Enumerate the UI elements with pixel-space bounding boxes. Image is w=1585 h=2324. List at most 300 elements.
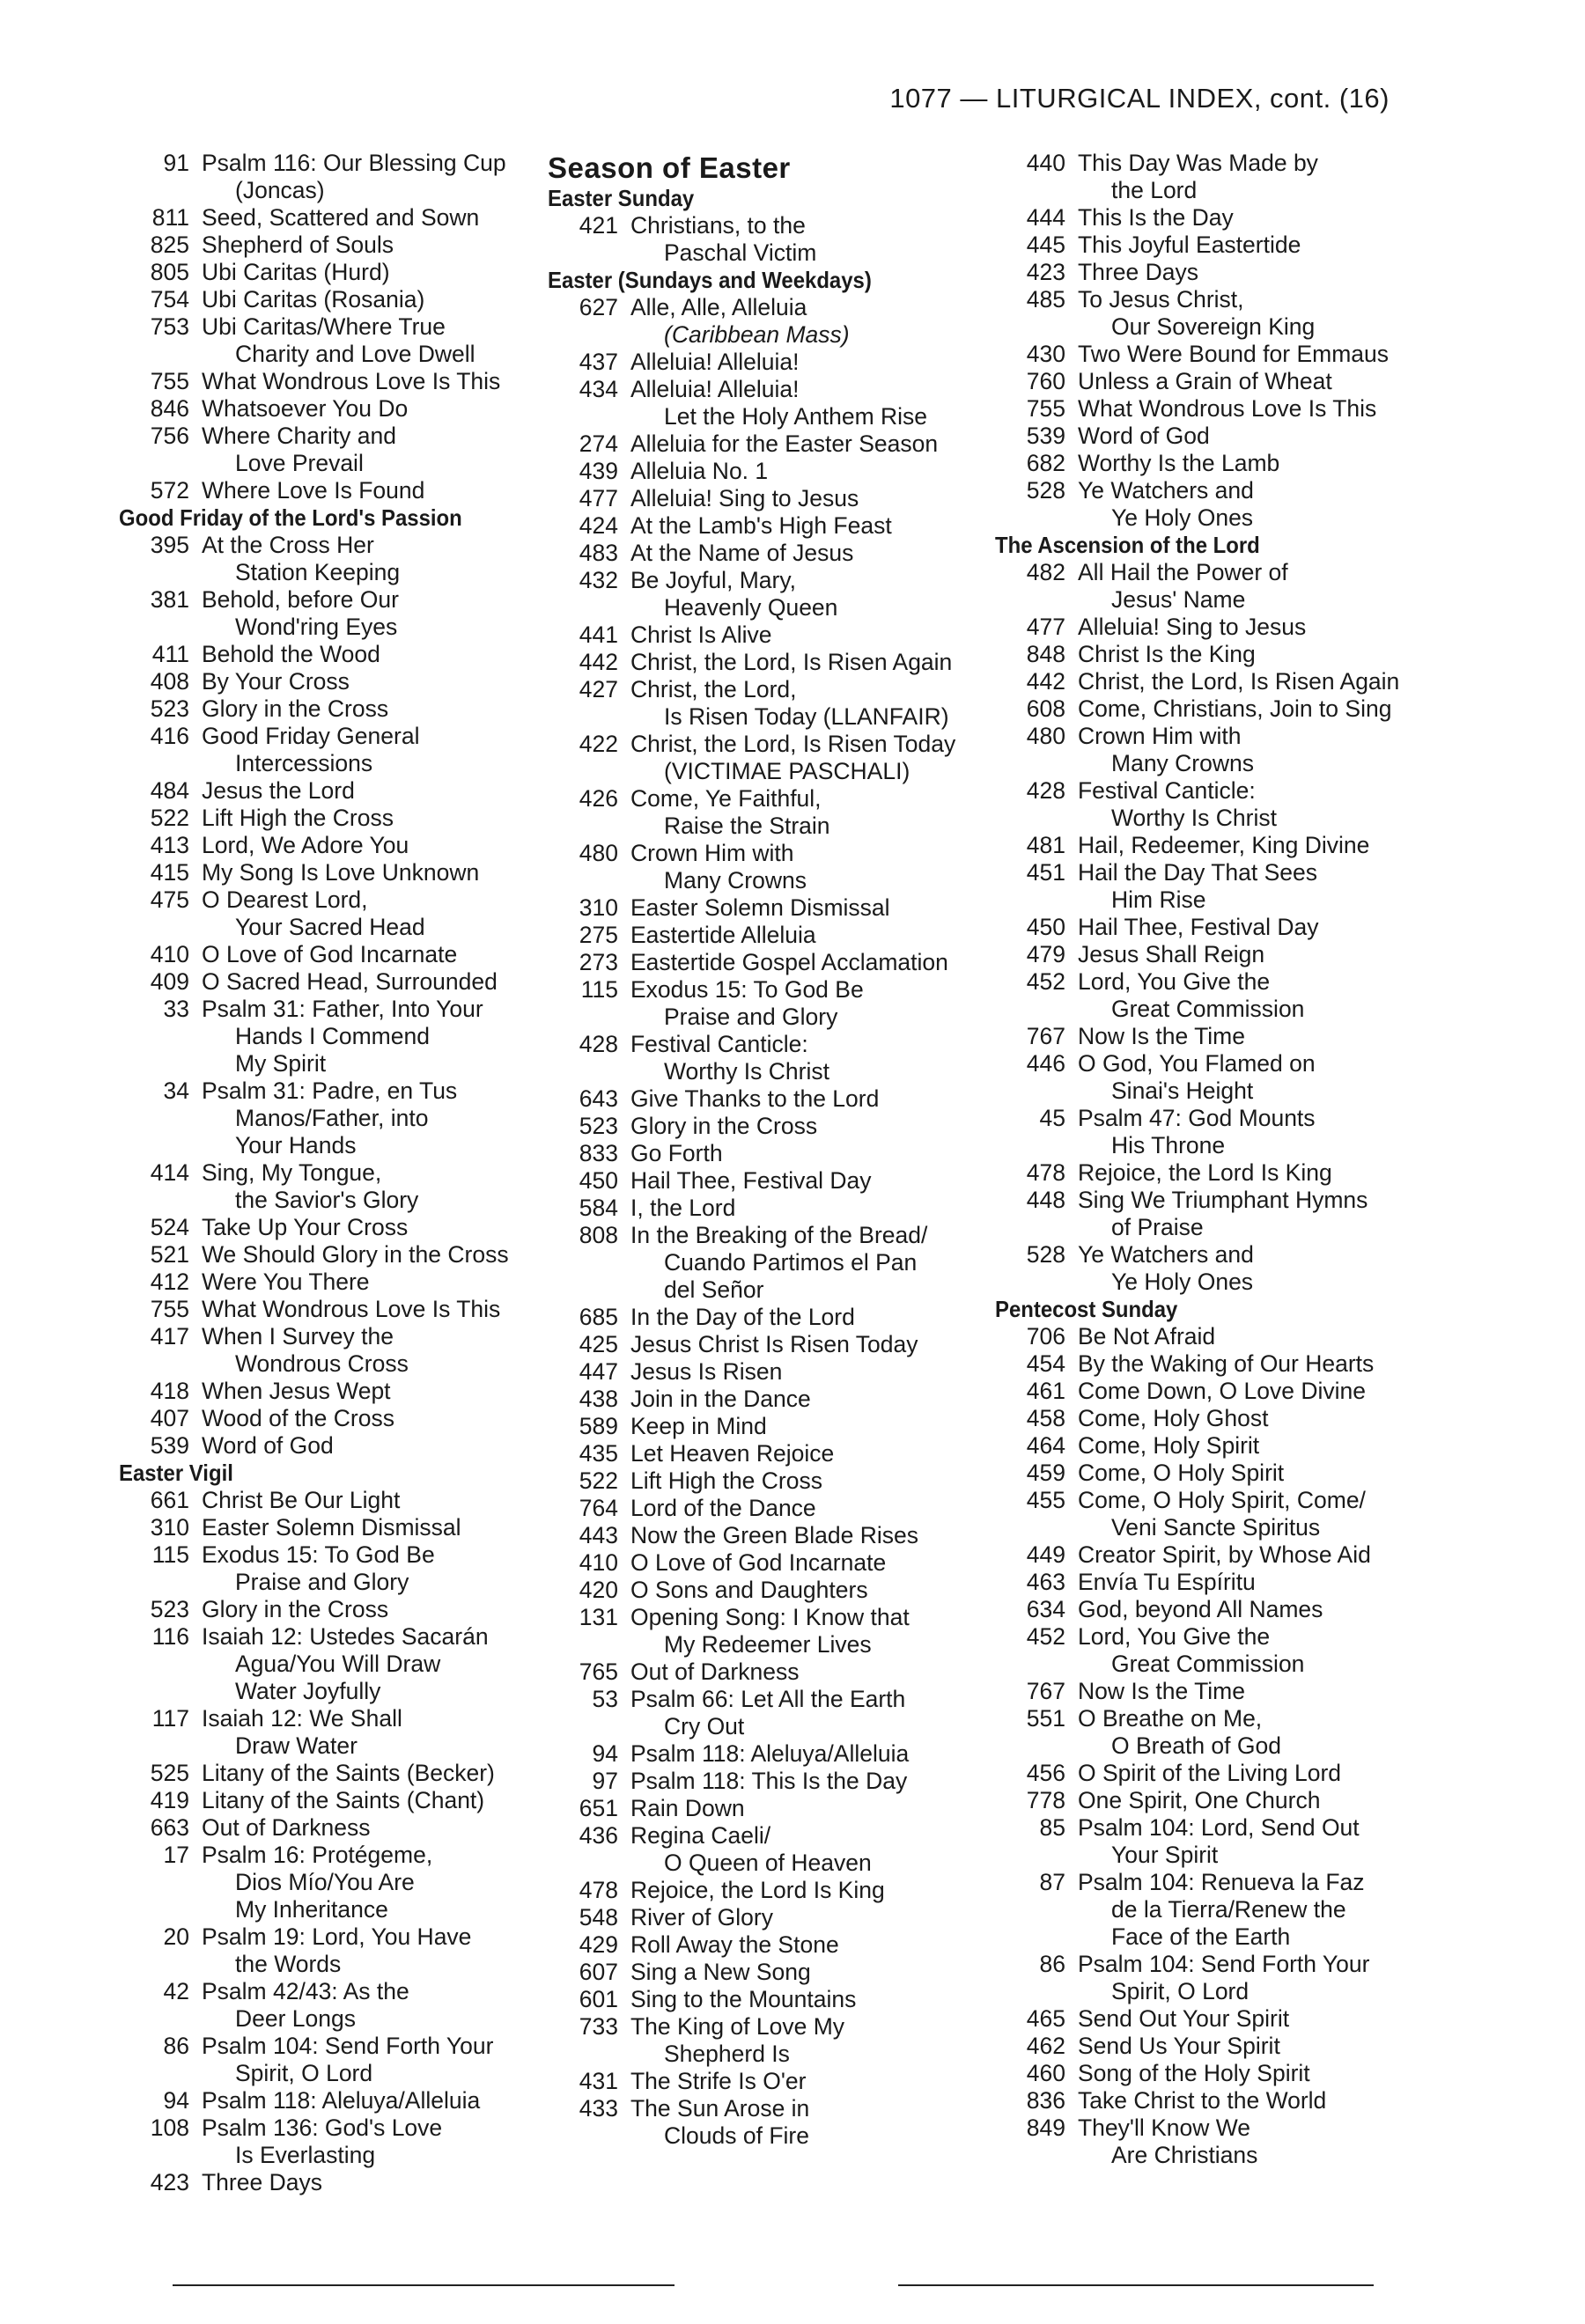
hymn-number: 275 bbox=[579, 922, 618, 948]
index-entry bbox=[995, 368, 1453, 395]
hymn-number: 754 bbox=[150, 286, 189, 313]
title-line: In the Day of the Lord bbox=[630, 1304, 855, 1330]
hymn-title bbox=[202, 232, 533, 259]
hymn-number: 115 bbox=[151, 1541, 189, 1568]
hymn-number: 416 bbox=[150, 723, 189, 749]
index-entry bbox=[995, 2005, 1453, 2033]
index-entry bbox=[119, 832, 533, 859]
index-entry bbox=[995, 1814, 1453, 1869]
title-continuation: Clouds of Fire bbox=[664, 2122, 809, 2149]
index-entry bbox=[548, 785, 988, 840]
hymn-title bbox=[630, 1440, 988, 1467]
index-entry bbox=[119, 1378, 533, 1405]
hymn-title bbox=[202, 832, 533, 859]
section-heading: Pentecost Sunday bbox=[995, 1296, 1178, 1322]
index-entry bbox=[119, 668, 533, 695]
title-line: O God, You Flamed on bbox=[1078, 1050, 1316, 1077]
hymn-number: 607 bbox=[579, 1959, 618, 1985]
hymn-title bbox=[202, 1432, 533, 1460]
hymn-number: 663 bbox=[150, 1814, 189, 1841]
index-entry bbox=[995, 1487, 1453, 1541]
title-line: Easter Solemn Dismissal bbox=[202, 1514, 461, 1541]
hymn-number: 410 bbox=[579, 1549, 618, 1576]
title-continuation: del Señor bbox=[664, 1276, 764, 1303]
title-line: One Spirit, One Church bbox=[1078, 1787, 1321, 1813]
title-line: Psalm 118: Aleluya/Alleluia bbox=[202, 2087, 481, 2114]
title-line: Psalm 104: Renueva la Faz bbox=[1078, 1869, 1365, 1895]
title-continuation: Ye Holy Ones bbox=[1111, 504, 1254, 531]
hymn-number: 455 bbox=[1026, 1487, 1065, 1513]
index-entry bbox=[548, 1495, 988, 1522]
hymn-number: 442 bbox=[1026, 668, 1065, 695]
hymn-title bbox=[1078, 914, 1453, 941]
hymn-title bbox=[1078, 2060, 1453, 2087]
title-line: All Hail the Power of bbox=[1078, 559, 1288, 585]
title-continuation: Praise and Glory bbox=[664, 1004, 838, 1030]
title-line: This Joyful Eastertide bbox=[1078, 232, 1301, 258]
index-entry bbox=[995, 2060, 1453, 2087]
title-line: Sing We Triumphant Hymns bbox=[1078, 1187, 1368, 1213]
title-line: Psalm 136: God's Love bbox=[202, 2114, 443, 2141]
hymn-number: 808 bbox=[579, 1222, 618, 1248]
index-entry bbox=[995, 232, 1453, 259]
hymn-number: 463 bbox=[1026, 1569, 1065, 1595]
hymn-number: 548 bbox=[579, 1904, 618, 1931]
title-line: Word of God bbox=[1078, 423, 1210, 449]
hymn-title bbox=[202, 1241, 533, 1269]
hymn-title bbox=[630, 1304, 988, 1331]
index-entry bbox=[995, 832, 1453, 859]
title-line: The Strife Is O'er bbox=[630, 2068, 807, 2094]
index-entry bbox=[995, 859, 1453, 914]
title-line: Alleluia! Alleluia! bbox=[630, 349, 800, 375]
hymn-title bbox=[1078, 450, 1453, 477]
index-entry bbox=[548, 540, 988, 567]
hymn-number: 756 bbox=[150, 423, 189, 449]
index-entry bbox=[119, 805, 533, 832]
index-entry bbox=[995, 941, 1453, 968]
title-line: This Is the Day bbox=[1078, 204, 1234, 231]
hymn-title bbox=[1078, 1460, 1453, 1487]
index-entry bbox=[995, 1569, 1453, 1596]
title-continuation: Many Crowns bbox=[1111, 750, 1254, 776]
hymn-number: 91 bbox=[163, 150, 189, 176]
title-line: Ubi Caritas (Rosania) bbox=[202, 286, 425, 313]
index-entry bbox=[548, 1795, 988, 1822]
hymn-title bbox=[202, 259, 533, 286]
title-continuation: Cry Out bbox=[664, 1713, 745, 1739]
title-continuation: Dios Mío/You Are bbox=[235, 1869, 415, 1895]
hymn-title bbox=[1078, 1623, 1453, 1678]
hymn-number: 482 bbox=[1026, 559, 1065, 585]
hymn-title bbox=[630, 840, 988, 894]
hymn-number: 733 bbox=[579, 2013, 618, 2040]
index-entry bbox=[119, 395, 533, 423]
hymn-number: 408 bbox=[150, 668, 189, 695]
index-entry bbox=[548, 1904, 988, 1931]
index-entry bbox=[119, 2169, 533, 2196]
hymn-title bbox=[202, 1159, 533, 1214]
hymn-number: 524 bbox=[150, 1214, 189, 1240]
hymn-number: 846 bbox=[150, 395, 189, 422]
index-entry bbox=[119, 1214, 533, 1241]
index-entry bbox=[548, 1740, 988, 1768]
hymn-number: 458 bbox=[1026, 1405, 1065, 1431]
hymn-title bbox=[1078, 1323, 1453, 1350]
hymn-number: 423 bbox=[1026, 259, 1065, 285]
hymn-number: 484 bbox=[150, 777, 189, 804]
index-entry bbox=[995, 1241, 1453, 1296]
hymn-title bbox=[202, 1814, 533, 1842]
hymn-number: 485 bbox=[1026, 286, 1065, 313]
hymn-number: 86 bbox=[1039, 1951, 1065, 1977]
index-column-2 bbox=[548, 151, 988, 2150]
hymn-number: 454 bbox=[1026, 1350, 1065, 1377]
index-entry bbox=[995, 204, 1453, 232]
index-entry bbox=[548, 1686, 988, 1740]
hymn-title bbox=[202, 313, 533, 368]
hymn-number: 522 bbox=[150, 805, 189, 831]
index-entry bbox=[548, 1304, 988, 1331]
hymn-title bbox=[630, 540, 988, 567]
hymn-number: 274 bbox=[579, 430, 618, 457]
title-line: Litany of the Saints (Chant) bbox=[202, 1787, 485, 1813]
index-entry bbox=[119, 1241, 533, 1269]
title-line: To Jesus Christ, bbox=[1078, 286, 1244, 313]
index-entry bbox=[995, 2114, 1453, 2169]
index-entry bbox=[548, 2095, 988, 2150]
index-entry bbox=[995, 1187, 1453, 1241]
hymn-title bbox=[1078, 1705, 1453, 1760]
index-entry bbox=[548, 2013, 988, 2068]
hymn-title bbox=[630, 1358, 988, 1386]
hymn-title bbox=[1078, 2087, 1453, 2114]
title-continuation: Great Commission bbox=[1111, 996, 1305, 1022]
hymn-title bbox=[1078, 2114, 1453, 2169]
hymn-number: 435 bbox=[579, 1440, 618, 1467]
hymn-title bbox=[202, 1077, 533, 1159]
title-line: Hail the Day That Sees bbox=[1078, 859, 1318, 886]
title-line: Three Days bbox=[202, 2169, 322, 2195]
index-entry bbox=[119, 641, 533, 668]
index-entry bbox=[548, 1549, 988, 1577]
index-entry bbox=[548, 567, 988, 621]
hymn-title bbox=[630, 949, 988, 976]
index-entry bbox=[995, 2087, 1453, 2114]
hymn-title bbox=[630, 1795, 988, 1822]
title-continuation: Your Hands bbox=[235, 1132, 357, 1158]
hymn-number: 849 bbox=[1026, 2114, 1065, 2141]
title-line: We Should Glory in the Cross bbox=[202, 1241, 509, 1268]
title-line: Alleluia! Sing to Jesus bbox=[630, 485, 859, 511]
hymn-title bbox=[1078, 423, 1453, 450]
hymn-title bbox=[202, 1487, 533, 1514]
title-line: Now the Green Blade Rises bbox=[630, 1522, 918, 1548]
hymn-number: 445 bbox=[1026, 232, 1065, 258]
hymn-number: 539 bbox=[150, 1432, 189, 1459]
hymn-title bbox=[630, 731, 988, 785]
index-entry bbox=[995, 1787, 1453, 1814]
title-line: I, the Lord bbox=[630, 1195, 736, 1221]
hymn-number: 634 bbox=[1026, 1596, 1065, 1622]
title-line: Come, O Holy Spirit, Come/ bbox=[1078, 1487, 1366, 1513]
title-continuation: O Breath of God bbox=[1111, 1732, 1281, 1759]
hymn-title bbox=[1078, 150, 1453, 204]
index-entry bbox=[119, 996, 533, 1077]
hymn-number: 523 bbox=[150, 695, 189, 722]
index-entry bbox=[119, 423, 533, 477]
title-line: O Love of God Incarnate bbox=[202, 941, 458, 967]
title-line: Take Up Your Cross bbox=[202, 1214, 409, 1240]
title-line: Easter Solemn Dismissal bbox=[630, 894, 890, 921]
hymn-title bbox=[630, 212, 988, 267]
index-column-3 bbox=[995, 150, 1453, 2169]
hymn-number: 765 bbox=[579, 1658, 618, 1685]
hymn-number: 528 bbox=[1026, 477, 1065, 504]
title-line: Rejoice, the Lord Is King bbox=[1078, 1159, 1332, 1186]
hymn-title bbox=[630, 1167, 988, 1195]
title-line: O Sons and Daughters bbox=[630, 1577, 868, 1603]
title-line: Psalm 42/43: As the bbox=[202, 1978, 409, 2004]
index-entry bbox=[548, 1331, 988, 1358]
title-line: Christ, the Lord, Is Risen Again bbox=[1078, 668, 1400, 695]
hymn-number: 460 bbox=[1026, 2060, 1065, 2086]
hymn-number: 651 bbox=[579, 1795, 618, 1821]
index-entry bbox=[995, 1378, 1453, 1405]
hymn-title bbox=[202, 805, 533, 832]
title-line: Ye Watchers and bbox=[1078, 477, 1254, 504]
hymn-number: 33 bbox=[163, 996, 189, 1022]
hymn-title bbox=[1078, 1378, 1453, 1405]
title-line: Behold the Wood bbox=[202, 641, 380, 667]
footer-rule-left bbox=[173, 2284, 675, 2286]
hymn-number: 415 bbox=[150, 859, 189, 886]
title-continuation: Heavenly Queen bbox=[664, 594, 838, 621]
hymn-title bbox=[1078, 204, 1453, 232]
hymn-title bbox=[202, 668, 533, 695]
title-line: Psalm 47: God Mounts bbox=[1078, 1105, 1316, 1131]
hymn-number: 423 bbox=[150, 2169, 189, 2195]
hymn-title bbox=[202, 1214, 533, 1241]
hymn-number: 418 bbox=[150, 1378, 189, 1404]
hymn-title bbox=[630, 785, 988, 840]
hymn-number: 523 bbox=[579, 1113, 618, 1139]
index-entry bbox=[548, 1167, 988, 1195]
index-entry bbox=[119, 723, 533, 777]
title-line: Come, Holy Spirit bbox=[1078, 1432, 1260, 1459]
title-line: Isaiah 12: We Shall bbox=[202, 1705, 402, 1732]
hymn-title bbox=[1078, 1541, 1453, 1569]
hymn-number: 410 bbox=[150, 941, 189, 967]
index-entry bbox=[548, 922, 988, 949]
hymn-number: 551 bbox=[1026, 1705, 1065, 1732]
index-entry bbox=[995, 1023, 1453, 1050]
index-entry bbox=[119, 1596, 533, 1623]
title-line: Now Is the Time bbox=[1078, 1678, 1245, 1704]
hymn-title bbox=[1078, 286, 1453, 341]
title-line: Psalm 31: Padre, en Tus bbox=[202, 1077, 458, 1104]
hymn-title bbox=[202, 2169, 533, 2196]
index-entry bbox=[995, 1596, 1453, 1623]
title-continuation: Face of the Earth bbox=[1111, 1923, 1291, 1950]
title-line: Psalm 118: Aleluya/Alleluia bbox=[630, 1740, 910, 1767]
hymn-title bbox=[1078, 2005, 1453, 2033]
index-entry bbox=[548, 1577, 988, 1604]
hymn-title bbox=[202, 1514, 533, 1541]
hymn-number: 446 bbox=[1026, 1050, 1065, 1077]
hymn-title bbox=[1078, 968, 1453, 1023]
hymn-title bbox=[1078, 723, 1453, 777]
section-heading: Easter Vigil bbox=[119, 1460, 233, 1486]
index-entry bbox=[548, 485, 988, 512]
hymn-title bbox=[202, 286, 533, 313]
hymn-title bbox=[630, 1031, 988, 1085]
hymn-title bbox=[630, 1577, 988, 1604]
title-line: Christ Is the King bbox=[1078, 641, 1256, 667]
index-entry bbox=[995, 777, 1453, 832]
index-entry bbox=[119, 232, 533, 259]
title-line: By Your Cross bbox=[202, 668, 350, 695]
hymn-title bbox=[1078, 1596, 1453, 1623]
title-line: Alleluia! Alleluia! bbox=[630, 376, 800, 402]
title-line: Exodus 15: To God Be bbox=[202, 1541, 435, 1568]
hymn-number: 755 bbox=[150, 1296, 189, 1322]
hymn-number: 478 bbox=[1026, 1159, 1065, 1186]
title-continuation: Worthy Is Christ bbox=[664, 1058, 829, 1085]
index-entry bbox=[119, 1541, 533, 1596]
hymn-number: 17 bbox=[163, 1842, 189, 1868]
hymn-number: 601 bbox=[579, 1986, 618, 2012]
title-line: Come, Christians, Join to Sing bbox=[1078, 695, 1392, 722]
hymn-title bbox=[202, 532, 533, 586]
title-line: Envía Tu Espíritu bbox=[1078, 1569, 1256, 1595]
title-line: Alleluia No. 1 bbox=[630, 458, 769, 484]
hymn-title bbox=[630, 1959, 988, 1986]
index-entry bbox=[995, 1951, 1453, 2005]
index-entry bbox=[995, 1869, 1453, 1951]
title-line: Opening Song: I Know that bbox=[630, 1604, 910, 1630]
title-line: When I Survey the bbox=[202, 1323, 394, 1350]
hymn-title bbox=[630, 1413, 988, 1440]
index-entry bbox=[548, 621, 988, 649]
title-continuation: Intercessions bbox=[235, 750, 373, 776]
hymn-title bbox=[630, 567, 988, 621]
hymn-title bbox=[202, 204, 533, 232]
hymn-number: 811 bbox=[151, 204, 189, 231]
index-entry bbox=[119, 259, 533, 286]
index-entry bbox=[995, 614, 1453, 641]
hymn-title bbox=[630, 1549, 988, 1577]
hymn-title bbox=[1078, 1105, 1453, 1159]
index-entry bbox=[548, 1986, 988, 2013]
hymn-number: 409 bbox=[150, 968, 189, 995]
index-entry bbox=[548, 1222, 988, 1304]
title-line: Psalm 116: Our Blessing Cup bbox=[202, 150, 506, 176]
title-line: Psalm 19: Lord, You Have bbox=[202, 1923, 472, 1950]
hymn-number: 310 bbox=[579, 894, 618, 921]
hymn-title bbox=[202, 641, 533, 668]
hymn-number: 449 bbox=[1026, 1541, 1065, 1568]
hymn-number: 430 bbox=[1026, 341, 1065, 367]
title-continuation: Paschal Victim bbox=[664, 239, 817, 266]
hymn-title bbox=[630, 1904, 988, 1931]
hymn-title bbox=[630, 2013, 988, 2068]
title-line: Lord, We Adore You bbox=[202, 832, 409, 858]
hymn-number: 584 bbox=[579, 1195, 618, 1221]
index-entry bbox=[119, 1159, 533, 1214]
title-continuation: My Spirit bbox=[235, 1050, 327, 1077]
hymn-number: 450 bbox=[1026, 914, 1065, 940]
hymn-number: 477 bbox=[579, 485, 618, 511]
index-entry bbox=[548, 376, 988, 430]
title-continuation: Station Keeping bbox=[235, 559, 401, 585]
hymn-title bbox=[630, 1986, 988, 2013]
title-line: Come Down, O Love Divine bbox=[1078, 1378, 1366, 1404]
hymn-number: 440 bbox=[1026, 150, 1065, 176]
title-continuation: the Words bbox=[235, 1951, 342, 1977]
title-line: Psalm 118: This Is the Day bbox=[630, 1768, 908, 1794]
title-line: Alle, Alle, Alleluia bbox=[630, 294, 807, 320]
index-entry bbox=[995, 286, 1453, 341]
title-line: Alleluia! Sing to Jesus bbox=[1078, 614, 1307, 640]
index-entry bbox=[548, 649, 988, 676]
title-continuation: Water Joyfully bbox=[235, 1678, 381, 1704]
index-entry bbox=[995, 1760, 1453, 1787]
title-line: In the Breaking of the Bread/ bbox=[630, 1222, 928, 1248]
index-entry bbox=[119, 777, 533, 805]
index-entry bbox=[119, 1432, 533, 1460]
hymn-number: 428 bbox=[1026, 777, 1065, 804]
hymn-number: 439 bbox=[579, 458, 618, 484]
hymn-title bbox=[630, 1085, 988, 1113]
title-line: Rain Down bbox=[630, 1795, 745, 1821]
hymn-number: 479 bbox=[1026, 941, 1065, 967]
hymn-number: 464 bbox=[1026, 1432, 1065, 1459]
footer-rule-right bbox=[898, 2284, 1374, 2286]
index-entry bbox=[995, 477, 1453, 532]
hymn-title bbox=[630, 1522, 988, 1549]
index-entry bbox=[119, 695, 533, 723]
hymn-number: 310 bbox=[150, 1514, 189, 1541]
hymn-number: 42 bbox=[163, 1978, 189, 2004]
hymn-title bbox=[1078, 614, 1453, 641]
index-entry bbox=[548, 1031, 988, 1085]
index-entry bbox=[119, 150, 533, 204]
hymn-title bbox=[630, 2068, 988, 2095]
index-entry bbox=[119, 2114, 533, 2169]
hymn-title bbox=[202, 2033, 533, 2087]
index-entry bbox=[995, 259, 1453, 286]
hymn-number: 539 bbox=[1026, 423, 1065, 449]
hymn-number: 480 bbox=[1026, 723, 1065, 749]
index-entry bbox=[119, 1978, 533, 2033]
index-entry bbox=[995, 2033, 1453, 2060]
title-line: Three Days bbox=[1078, 259, 1198, 285]
title-line: At the Lamb's High Feast bbox=[630, 512, 892, 539]
index-entry bbox=[548, 430, 988, 458]
title-continuation: Wond'ring Eyes bbox=[235, 614, 398, 640]
hymn-number: 477 bbox=[1026, 614, 1065, 640]
index-entry bbox=[119, 886, 533, 941]
hymn-title bbox=[630, 1877, 988, 1904]
hymn-title bbox=[1078, 368, 1453, 395]
title-line: Exodus 15: To God Be bbox=[630, 976, 864, 1003]
hymn-title bbox=[202, 1623, 533, 1705]
title-line: Shepherd of Souls bbox=[202, 232, 394, 258]
title-continuation: Our Sovereign King bbox=[1111, 313, 1316, 340]
index-entry bbox=[119, 1814, 533, 1842]
title-line: River of Glory bbox=[630, 1904, 773, 1931]
